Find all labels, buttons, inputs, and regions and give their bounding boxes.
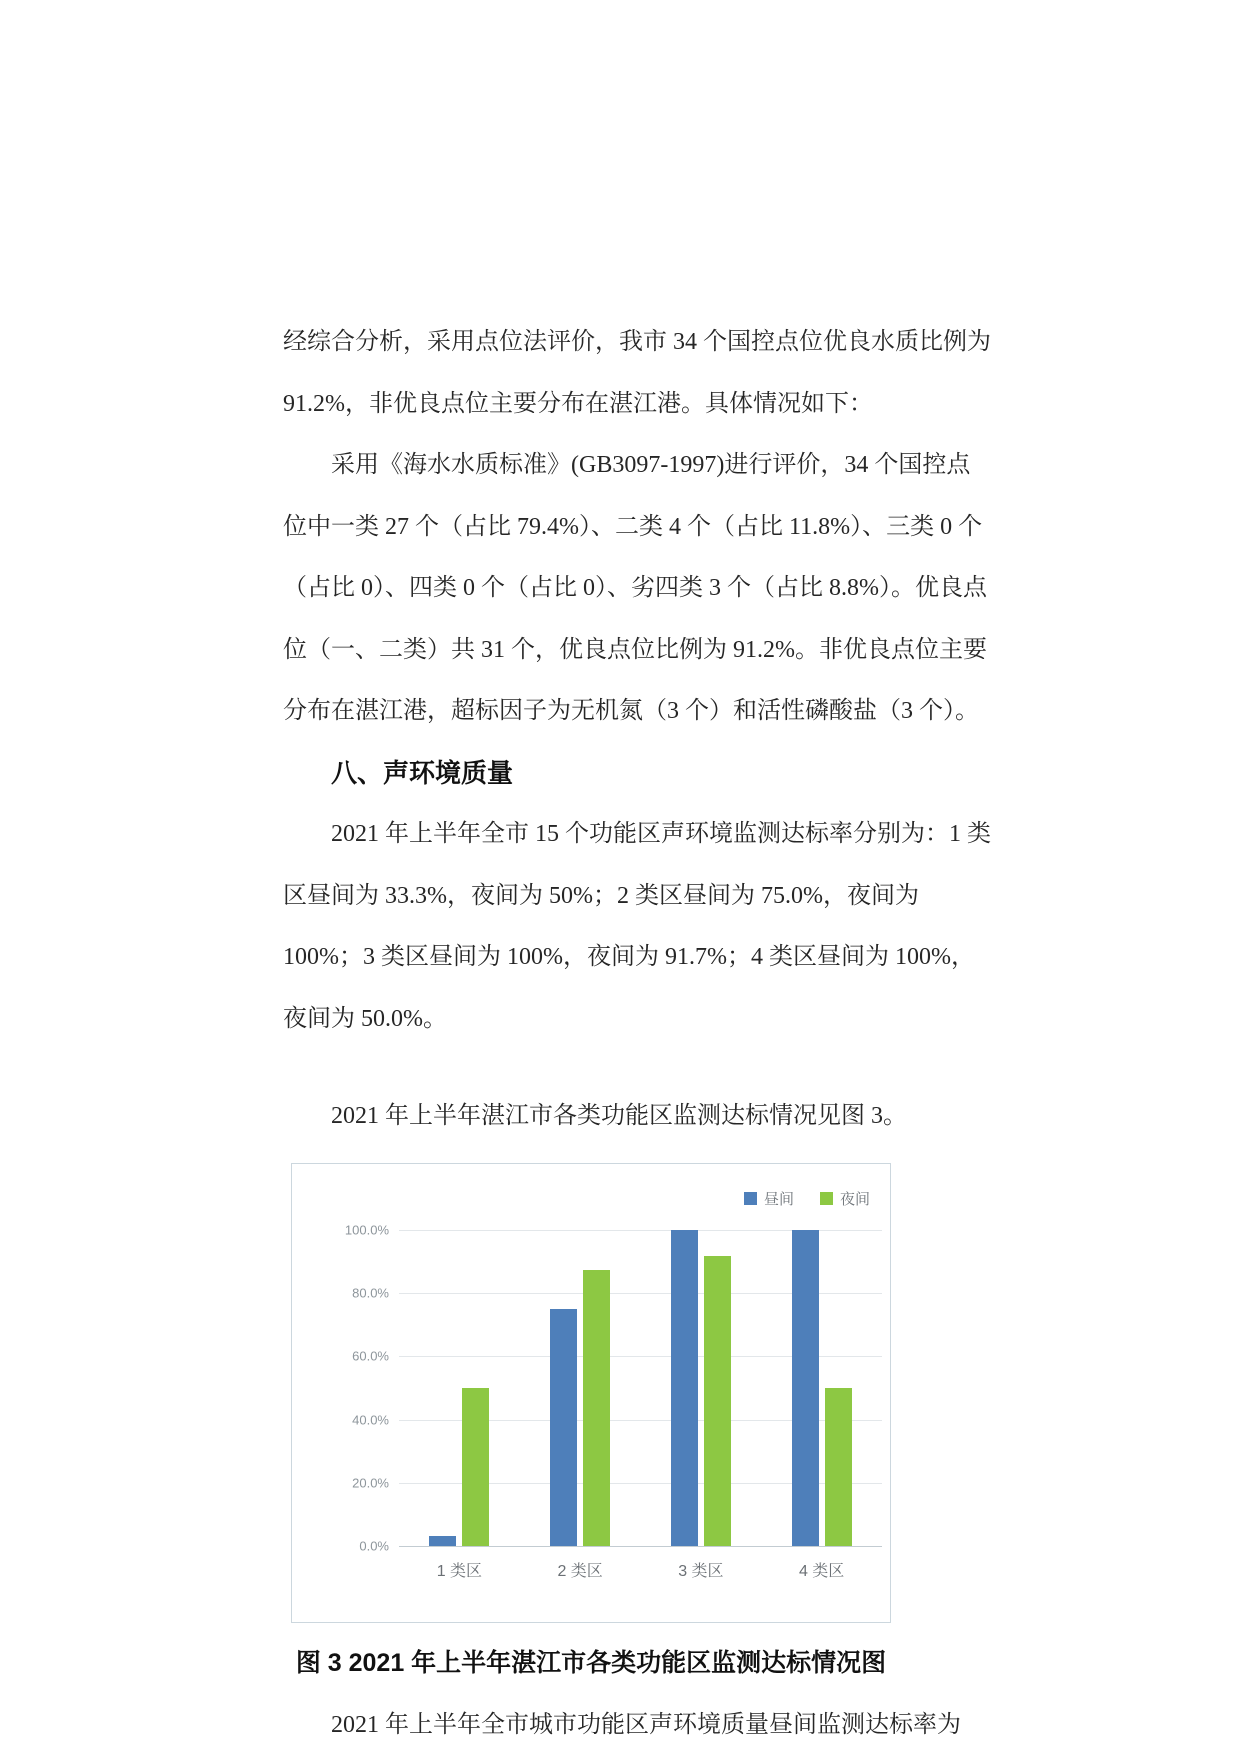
legend-item: [820, 1188, 870, 1209]
chart-plot: [344, 1222, 882, 1580]
paragraph-line: 2021 年上半年全市 15 个功能区声环境监测达标率分别为：1 类: [331, 821, 991, 847]
noise-compliance-chart: [291, 1163, 891, 1623]
bar-夜间: [704, 1256, 731, 1546]
bar-昼间: [550, 1309, 577, 1546]
body-text: [283, 312, 991, 1148]
legend-swatch: [744, 1192, 757, 1205]
x-axis-label: 2 类区: [557, 1563, 603, 1580]
x-axis-label: 1 类区: [436, 1563, 483, 1580]
section-heading: 八、声环境质量: [331, 757, 514, 788]
paragraph-line: 分布在湛江港，超标因子为无机氮（3 个）和活性磷酸盐（3 个）。: [283, 698, 979, 724]
legend-label: 昼间: [763, 1191, 794, 1208]
bar-groups: [399, 1230, 882, 1580]
bar-group: [520, 1230, 641, 1580]
body-text-continued: [283, 1695, 973, 1757]
paragraph-line: 91.2%，非优良点位主要分布在湛江港。具体情况如下：: [283, 390, 873, 417]
bar-夜间: [825, 1388, 852, 1546]
bar-夜间: [462, 1388, 489, 1546]
bar-昼间: [429, 1536, 456, 1546]
legend-label: 夜间: [839, 1191, 870, 1208]
bar-昼间: [671, 1230, 698, 1546]
y-axis-tick: 20.0%: [352, 1475, 389, 1491]
bar-group: [641, 1230, 762, 1580]
gridline: [399, 1546, 882, 1547]
bar-夜间: [583, 1270, 610, 1547]
paragraph-line: 2021 年上半年湛江市各类功能区监测达标情况见图 3。: [331, 1103, 907, 1129]
y-axis-tick: 80.0%: [352, 1285, 389, 1301]
paragraph-line: 区昼间为 33.3%，夜间为 50%；2 类区昼间为 75.0%，夜间为: [283, 882, 919, 909]
paragraph-line: 位（一、二类）共 31 个，优良点位比例为 91.2%。非优良点位主要: [283, 636, 987, 663]
paragraph-line: 位中一类 27 个（占比 79.4%）、二类 4 个（占比 11.8%）、三类 0 个: [283, 513, 983, 540]
y-axis-tick: 40.0%: [352, 1412, 389, 1428]
legend-swatch: [820, 1192, 833, 1205]
x-axis-label: 4 类区: [798, 1563, 845, 1580]
paragraph-line: 100%；3 类区昼间为 100%，夜间为 91.7%；4 类区昼间为 100%，: [283, 944, 975, 970]
bar-昼间: [792, 1230, 819, 1546]
x-axis-label: 3 类区: [678, 1563, 724, 1580]
y-axis-tick: 100.0%: [344, 1222, 389, 1238]
legend-item: [744, 1188, 794, 1209]
bar-group: [761, 1230, 882, 1580]
paragraph-line: 夜间为 50.0%。: [283, 1005, 447, 1032]
figure-caption: 图 3 2021 年上半年湛江市各类功能区监测达标情况图: [295, 1649, 887, 1677]
chart-legend: [744, 1188, 870, 1209]
bar-group: [399, 1230, 520, 1580]
paragraph-line: 2021 年上半年全市城市功能区声环境质量昼间监测达标率为: [331, 1712, 961, 1738]
y-axis-tick: 0.0%: [359, 1538, 389, 1554]
y-axis-tick: 60.0%: [352, 1348, 389, 1364]
paragraph-line: （占比 0）、四类 0 个（占比 0）、劣四类 3 个（占比 8.8%）。优良点: [283, 575, 987, 601]
paragraph-line: 经综合分析，采用点位法评价，我市 34 个国控点位优良水质比例为: [283, 329, 991, 355]
paragraph-line: 采用《海水水质标准》(GB3097-1997)进行评价，34 个国控点: [331, 452, 971, 478]
